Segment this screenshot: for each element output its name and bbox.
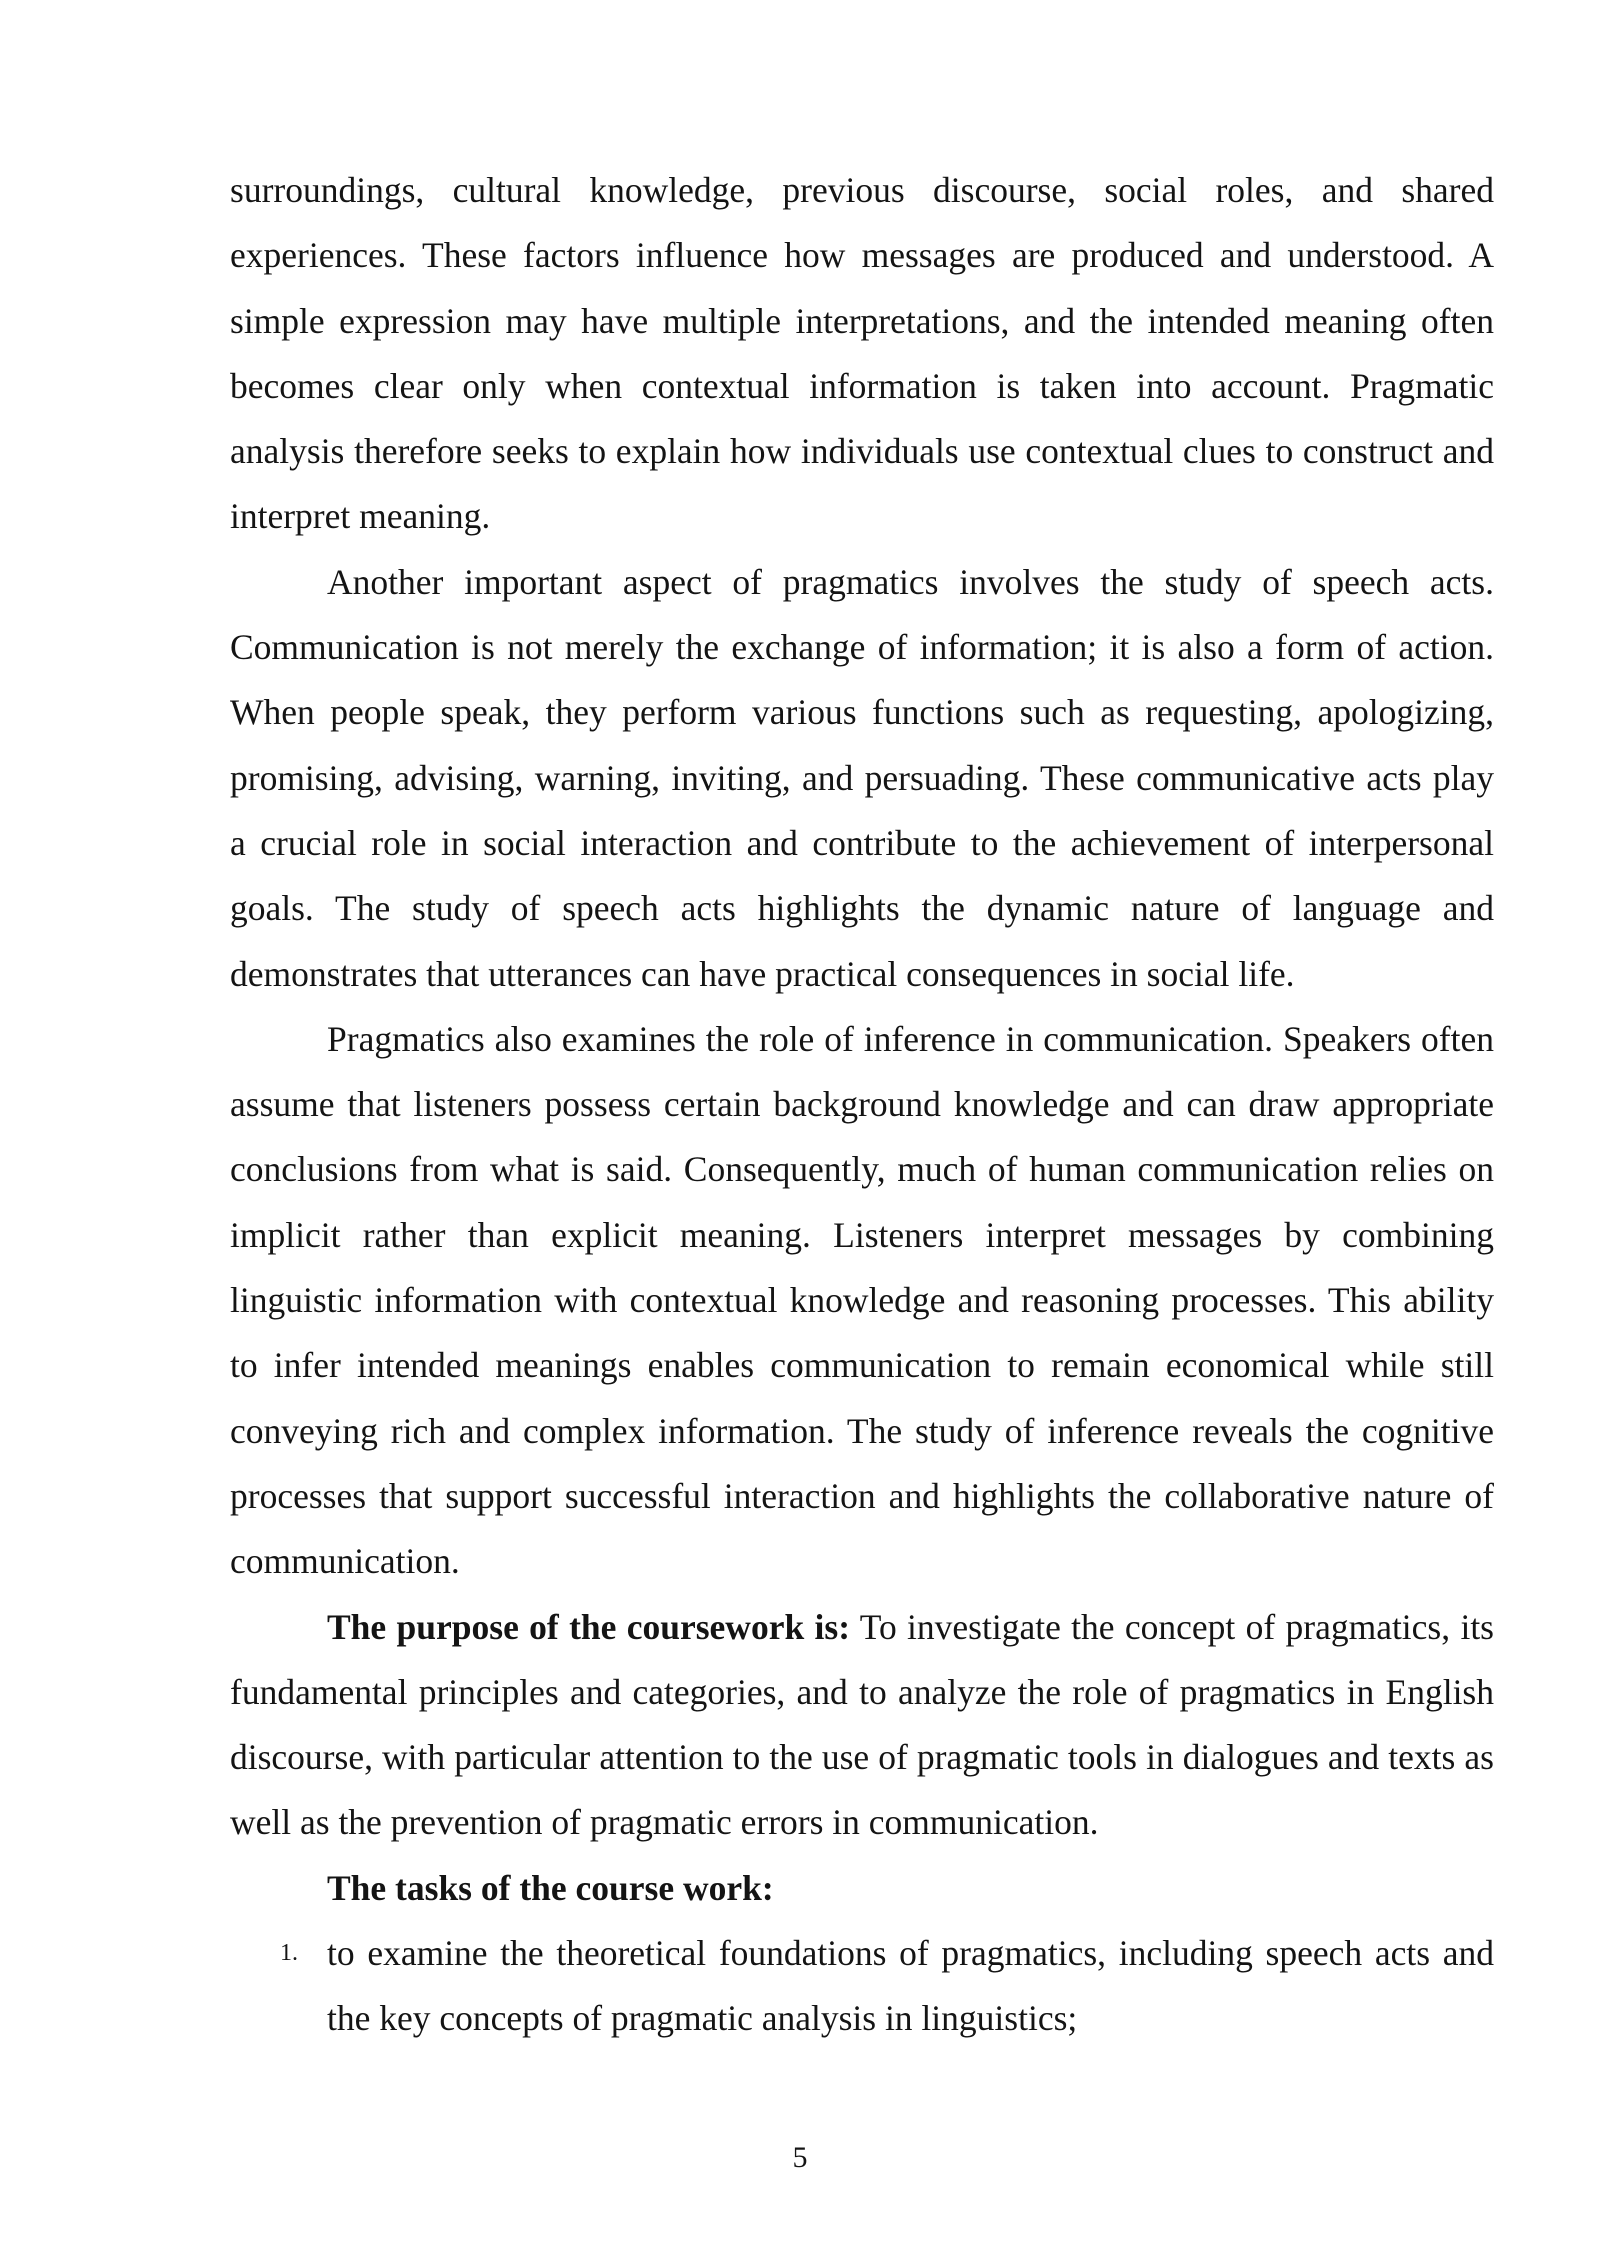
task-number: 1. [280,1940,298,1967]
tasks-heading: The tasks of the course work: [327,1867,774,1908]
paragraph-inference: Pragmatics also examines the role of inference in communication. Speakers often assume that listeners possess certain background knowledge and can draw appropriate conclusions from what is said. Consequently, much of human communication relies on implicit rather than explicit meaning. Listeners interpret messages by combining linguistic information with contextual knowledge and reasoning processes. This ability to infer intended meanings enables communication to remain economical while still conveying rich and complex information. The study of inference reveals the cognitive processes that support successful interaction and highlights the collaborative nature of communication. [230,1018,1494,1582]
paragraph-speech-acts: Another important aspect of pragmatics involves the study of speech acts. Communication is not merely the exchange of information; it is also a form of action. When people speak, they perform various functions such as requesting, apologizing, promising, advising, warning, inviting, and persuading. These communicative acts play a crucial role in social interaction and contribute to the achievement of interpersonal goals. The study of speech acts highlights the dynamic nature of language and demonstrates that utterances can have practical consequences in social life. [230,561,1494,994]
task-item [230,1921,1494,2052]
document-body [230,158,1494,2052]
paragraph-context: surroundings, cultural knowledge, previous discourse, social roles, and shared experiences. These factors influence how messages are produced and understood. A simple expression may have multiple interpretations, and the intended meaning often becomes clear only when contextual information is taken into account. Pragmatic analysis therefore seeks to explain how individuals use contextual clues to construct and interpret meaning. [230,170,1494,537]
task-text: to examine the theoretical foundations of pragmatics, including speech acts and the key concepts of pragmatic analysis in linguistics; [327,1933,1494,2039]
paragraph-purpose [230,1595,1494,1856]
purpose-label: The purpose of the coursework is: [327,1606,851,1647]
page-number: 5 [792,2141,808,2174]
purpose-text: To investigate the concept of pragmatics, its fundamental principles and categories, and to analyze the role of pragmatics in English discourse, with particular attention to the use of pragmatic tools in dialogues and texts as well as the prevention of pragmatic errors in communication. [230,1606,1494,1843]
